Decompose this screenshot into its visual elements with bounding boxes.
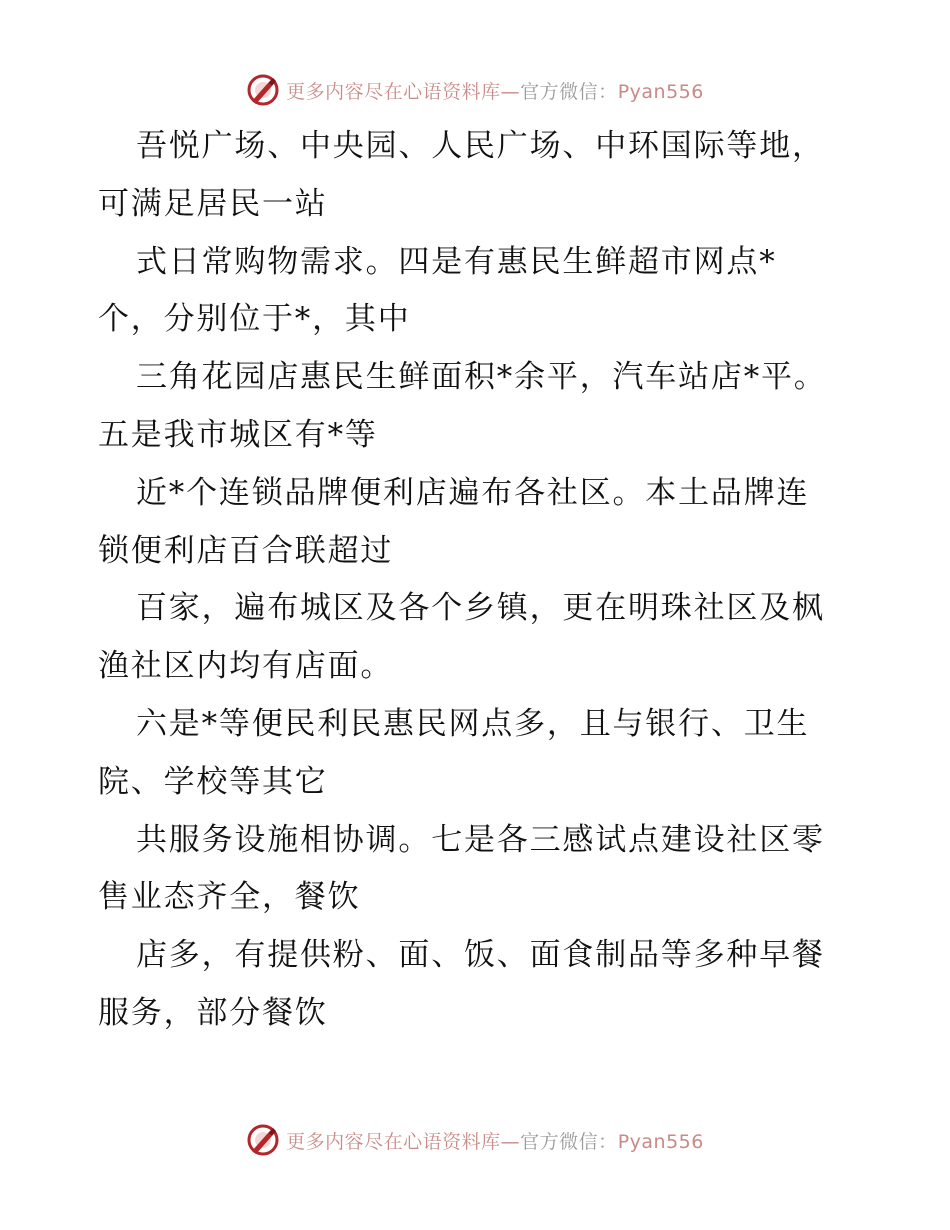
banner-text [286, 77, 704, 104]
body-line: 店多，有提供粉、面、饭、面食制品等多种早餐 [136, 937, 825, 974]
body-line: 式日常购物需求。四是有惠民生鲜超市网点* [136, 243, 777, 280]
pen-circle-logo-icon [246, 1123, 280, 1157]
banner-wechat-label: 官方微信： [520, 1130, 618, 1153]
body-line: 吾悦广场、中央园、人民广场、中环国际等地， [136, 128, 825, 164]
pen-circle-logo-icon [246, 73, 280, 107]
body-line: 百家，遍布城区及各个乡镇，更在明珠社区及枫 [136, 590, 825, 627]
body-line: 六是*等便民利民惠民网点多，且与银行、卫生 [136, 705, 810, 742]
banner-dash: — [500, 80, 521, 103]
banner-title: 更多内容尽在心语资料库 [286, 80, 501, 103]
body-line: 可满足居民一站 [98, 185, 328, 222]
header-banner [0, 70, 950, 110]
banner-wechat-label: 官方微信： [520, 80, 618, 103]
banner-title: 更多内容尽在心语资料库 [286, 1130, 501, 1153]
body-line: 五是我市城区有*等 [98, 416, 378, 453]
banner-wechat-id: Pyan556 [617, 80, 704, 103]
body-line: 共服务设施相协调。七是各三感试点建设社区零 [136, 821, 825, 858]
body-line: 渔社区内均有店面。 [98, 648, 394, 685]
body-line: 个，分别位于*，其中 [98, 301, 411, 338]
body-line: 售业态齐全，餐饮 [98, 879, 361, 916]
body-line: 院、学校等其它 [98, 763, 328, 800]
body-line: 近*个连锁品牌便利店遍布各社区。本土品牌连 [136, 474, 810, 511]
body-line: 服务，部分餐饮 [98, 994, 328, 1031]
banner-wechat-id: Pyan556 [617, 1130, 704, 1153]
banner-text [286, 1127, 704, 1154]
document-body [98, 118, 888, 1043]
footer-banner [0, 1120, 950, 1160]
body-line: 锁便利店百合联超过 [98, 532, 394, 569]
banner-dash: — [500, 1130, 521, 1153]
body-line: 三角花园店惠民生鲜面积*余平，汽车站店*平。 [136, 359, 827, 396]
